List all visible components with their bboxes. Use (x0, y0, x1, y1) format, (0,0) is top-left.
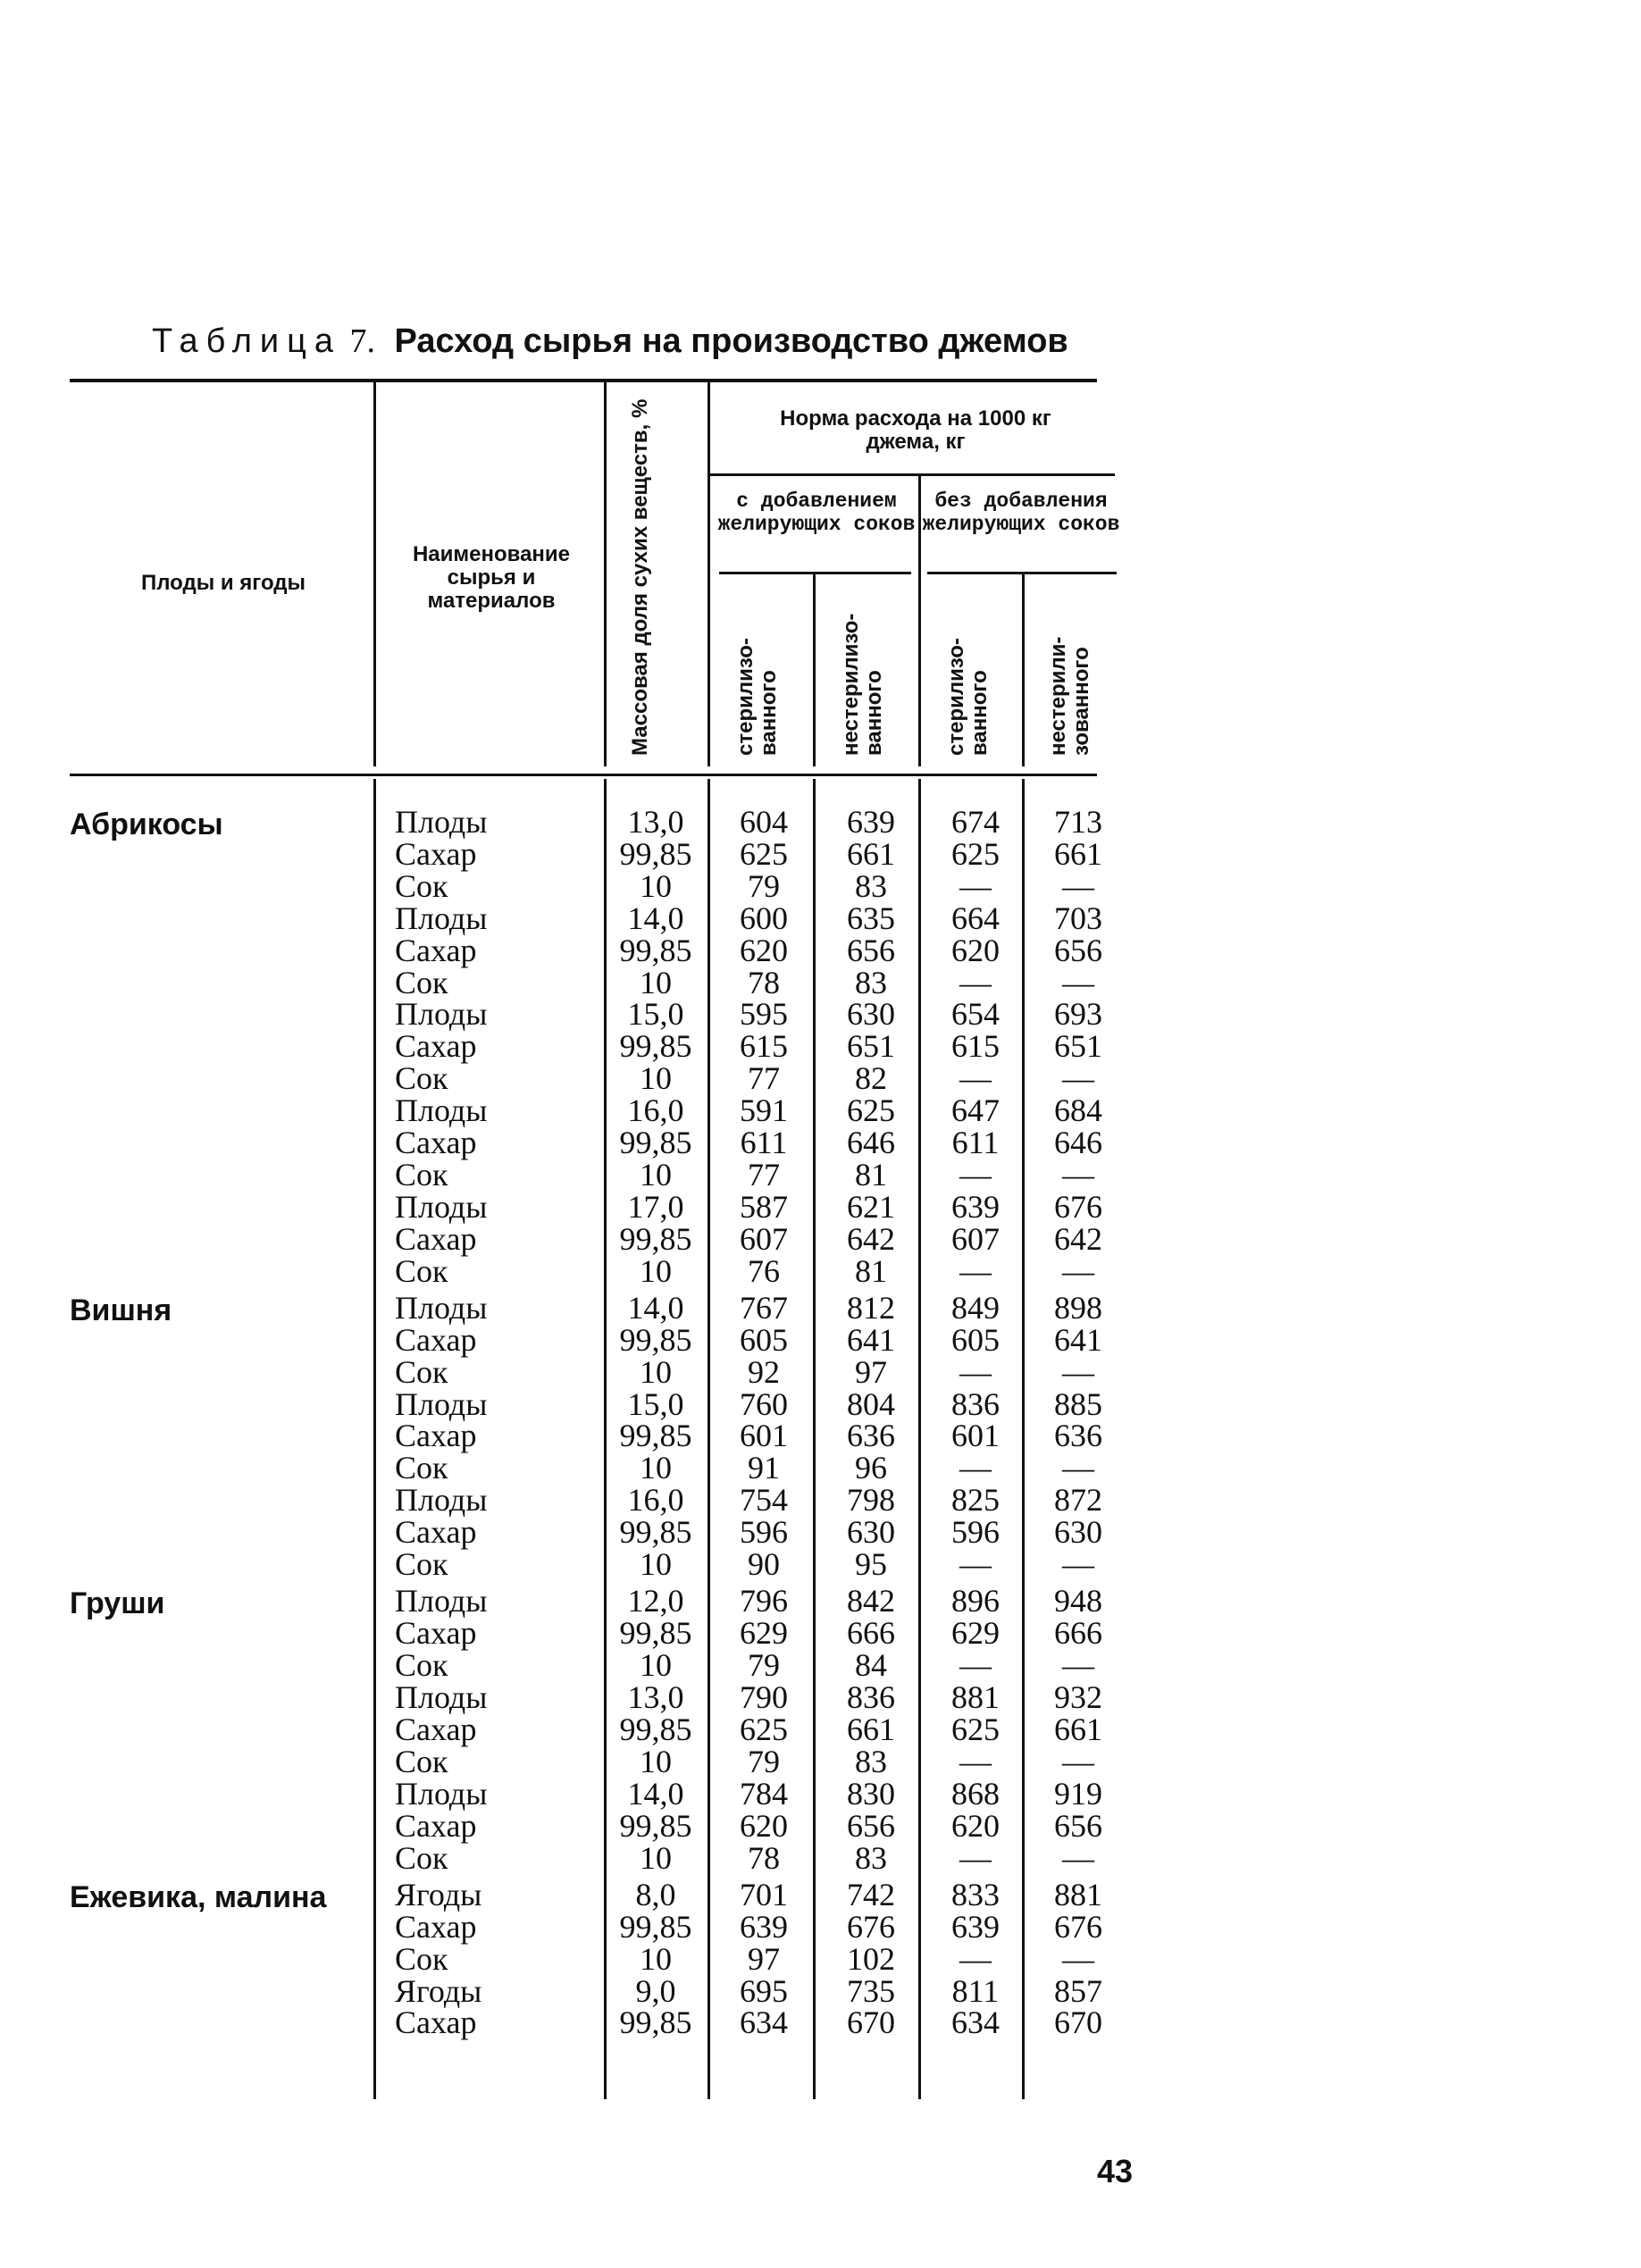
nonsterilized-without-juice-cell: — (1062, 1156, 1094, 1193)
nonsterilized-with-juice-cell: 735 (847, 1972, 895, 2009)
sterilized-without-juice-cell: 601 (951, 1418, 1000, 1454)
table-title (152, 322, 1068, 361)
nonsterilized-with-juice-cell: 646 (847, 1125, 895, 1160)
sterilized-with-juice-cell: 92 (748, 1353, 780, 1390)
sterilized-with-juice-cell: 796 (740, 1583, 788, 1619)
sterilized-with-juice-cell: 790 (740, 1679, 788, 1716)
nonsterilized-with-juice-cell: 96 (855, 1450, 887, 1486)
header-col-divider-6 (1022, 573, 1025, 766)
mass-fraction-cell: 99,85 (619, 1711, 692, 1747)
material-cell: Сок (395, 1940, 448, 1977)
sterilized-without-juice-cell: 615 (951, 1028, 1000, 1065)
top-rule (70, 379, 1097, 382)
sterilized-without-juice-cell: 639 (951, 1188, 1000, 1225)
material-cell: Сахар (395, 1908, 477, 1945)
nonsterilized-without-juice-cell: 898 (1054, 1289, 1102, 1326)
fruit-group-label: Вишня (70, 1293, 172, 1327)
sterilized-with-juice-cell: 79 (748, 1647, 780, 1684)
sterilized-with-juice-cell: 754 (740, 1482, 788, 1519)
material-cell: Сахар (395, 932, 477, 968)
nonsterilized-without-juice-cell: — (1062, 964, 1094, 1000)
nonsterilized-with-juice-cell: 102 (847, 1940, 895, 1977)
nonsterilized-without-juice-cell: 670 (1054, 2004, 1102, 2041)
mass-fraction-cell: 99,85 (619, 1125, 692, 1160)
sterilized-with-juice-cell: 767 (740, 1289, 788, 1326)
sterilized-without-juice-cell: — (959, 1743, 992, 1779)
nonsterilized-without-juice-cell: 932 (1054, 1679, 1102, 1716)
body-col-divider-1 (373, 779, 376, 2099)
sterilized-with-juice-cell: 76 (748, 1252, 780, 1289)
sterilized-without-juice-cell: 629 (951, 1615, 1000, 1652)
mass-fraction-cell: 99,85 (619, 1514, 692, 1551)
nonsterilized-without-juice-cell: — (1062, 867, 1094, 904)
sterilized-with-juice-cell: 695 (740, 1972, 788, 2009)
mass-fraction-cell: 16,0 (627, 1092, 684, 1129)
mass-fraction-cell: 10 (640, 1546, 672, 1583)
material-cell: Сахар (395, 2004, 477, 2041)
sterilized-without-juice-cell: 881 (951, 1679, 1000, 1716)
sterilized-without-juice-cell: 811 (951, 1972, 1000, 2009)
nonsterilized-without-juice-cell: — (1062, 1743, 1094, 1779)
nonsterilized-with-juice-cell: 812 (847, 1289, 895, 1326)
nonsterilized-with-juice-cell: 742 (847, 1876, 895, 1912)
material-cell: Сок (395, 964, 448, 1000)
header-sub-nonsterilized-2: нестерили- зованного (1046, 636, 1093, 756)
sterilized-without-juice-cell: 607 (951, 1220, 1000, 1257)
nonsterilized-with-juice-cell: 625 (847, 1092, 895, 1129)
nonsterilized-with-juice-cell: 842 (847, 1583, 895, 1619)
mass-fraction-cell: 10 (640, 867, 672, 904)
nonsterilized-with-juice-cell: 642 (847, 1220, 895, 1257)
material-cell: Сок (395, 1060, 448, 1097)
sterilized-with-juice-cell: 90 (748, 1546, 780, 1583)
sterilized-with-juice-cell: 77 (748, 1156, 780, 1193)
mass-fraction-cell: 10 (640, 1743, 672, 1779)
mass-fraction-cell: 99,85 (619, 2004, 692, 2041)
sterilized-without-juice-cell: — (959, 1647, 992, 1684)
sterilized-with-juice-cell: 79 (748, 867, 780, 904)
sterilized-without-juice-cell: 625 (951, 1711, 1000, 1747)
nonsterilized-with-juice-cell: 83 (855, 1743, 887, 1779)
nonsterilized-with-juice-cell: 656 (847, 1807, 895, 1844)
nonsterilized-with-juice-cell: 639 (847, 804, 895, 840)
header-col-divider-3 (707, 382, 710, 766)
nonsterilized-with-juice-cell: 81 (855, 1156, 887, 1193)
nonsterilized-without-juice-cell: 684 (1054, 1092, 1102, 1129)
sterilized-with-juice-cell: 601 (740, 1418, 788, 1454)
sterilized-without-juice-cell: 605 (951, 1321, 1000, 1358)
nonsterilized-with-juice-cell: 621 (847, 1188, 895, 1225)
sterilized-without-juice-cell: — (959, 1060, 992, 1097)
sterilized-with-juice-cell: 625 (740, 835, 788, 872)
sterilized-with-juice-cell: 600 (740, 900, 788, 936)
title-number: 7. (349, 322, 375, 360)
material-cell: Сок (395, 867, 448, 904)
mass-fraction-cell: 9,0 (635, 1972, 676, 2009)
material-cell: Сахар (395, 1220, 477, 1257)
mass-fraction-cell: 16,0 (627, 1482, 684, 1519)
nonsterilized-with-juice-cell: 661 (847, 1711, 895, 1747)
sterilized-without-juice-cell: — (959, 1450, 992, 1486)
mass-fraction-cell: 99,85 (619, 1908, 692, 1945)
nonsterilized-without-juice-cell: — (1062, 1450, 1094, 1486)
sterilized-with-juice-cell: 587 (740, 1188, 788, 1225)
header-col-divider-2 (604, 382, 607, 766)
nonsterilized-without-juice-cell: 641 (1054, 1321, 1102, 1358)
sterilized-with-juice-cell: 595 (740, 996, 788, 1033)
material-cell: Плоды (395, 900, 488, 936)
sterilized-with-juice-cell: 625 (740, 1711, 788, 1747)
fruit-group-label: Груши (70, 1586, 165, 1621)
page-number: 43 (1097, 2153, 1134, 2189)
nonsterilized-without-juice-cell: 676 (1054, 1188, 1102, 1225)
nonsterilized-without-juice-cell: 713 (1054, 804, 1102, 840)
material-cell: Сахар (395, 1321, 477, 1358)
nonsterilized-with-juice-cell: 804 (847, 1385, 895, 1422)
nonsterilized-without-juice-cell: 656 (1054, 1807, 1102, 1844)
sterilized-without-juice-cell: 849 (951, 1289, 1000, 1326)
material-cell: Сахар (395, 1615, 477, 1652)
nonsterilized-without-juice-cell: — (1062, 1252, 1094, 1289)
nonsterilized-with-juice-cell: 798 (847, 1482, 895, 1519)
nonsterilized-without-juice-cell: 676 (1054, 1908, 1102, 1945)
material-cell: Сахар (395, 1125, 477, 1160)
mass-fraction-cell: 10 (640, 1647, 672, 1684)
material-cell: Плоды (395, 1775, 488, 1812)
nonsterilized-with-juice-cell: 656 (847, 932, 895, 968)
nonsterilized-with-juice-cell: 676 (847, 1908, 895, 1945)
body-col-divider-3 (707, 779, 710, 2099)
title-label: Таблица (152, 322, 341, 360)
nonsterilized-with-juice-cell: 630 (847, 1514, 895, 1551)
material-cell: Ягоды (395, 1972, 482, 2009)
header-col-divider-4 (918, 473, 921, 766)
sterilized-with-juice-cell: 784 (740, 1775, 788, 1812)
sterilized-with-juice-cell: 607 (740, 1220, 788, 1257)
sterilized-without-juice-cell: 674 (951, 804, 1000, 840)
mass-fraction-cell: 99,85 (619, 1615, 692, 1652)
material-cell: Плоды (395, 996, 488, 1033)
material-cell: Ягоды (395, 1876, 482, 1912)
sterilized-with-juice-cell: 620 (740, 932, 788, 968)
material-cell: Сок (395, 1252, 448, 1289)
sterilized-without-juice-cell: 596 (951, 1514, 1000, 1551)
norm-underline (710, 473, 1115, 476)
mass-fraction-cell: 17,0 (627, 1188, 684, 1225)
nonsterilized-with-juice-cell: 97 (855, 1353, 887, 1390)
nonsterilized-with-juice-cell: 83 (855, 1839, 887, 1876)
nonsterilized-without-juice-cell: 630 (1054, 1514, 1102, 1551)
sterilized-with-juice-cell: 78 (748, 1839, 780, 1876)
material-cell: Сок (395, 1353, 448, 1390)
sterilized-with-juice-cell: 701 (740, 1876, 788, 1912)
header-mass-fraction: Массовая доля сухих веществ, % (628, 398, 652, 756)
material-cell: Плоды (395, 1679, 488, 1716)
material-cell: Сок (395, 1647, 448, 1684)
sterilized-with-juice-cell: 629 (740, 1615, 788, 1652)
material-cell: Плоды (395, 1385, 488, 1422)
nonsterilized-without-juice-cell: 661 (1054, 1711, 1102, 1747)
sterilized-with-juice-cell: 604 (740, 804, 788, 840)
mass-fraction-cell: 14,0 (627, 900, 684, 936)
nonsterilized-without-juice-cell: 636 (1054, 1418, 1102, 1454)
sterilized-with-juice-cell: 639 (740, 1908, 788, 1945)
mass-fraction-cell: 10 (640, 1450, 672, 1486)
sterilized-without-juice-cell: 620 (951, 932, 1000, 968)
header-fruit: Плоды и ягоды (140, 571, 306, 595)
mass-fraction-cell: 13,0 (627, 804, 684, 840)
material-cell: Плоды (395, 804, 488, 840)
mass-fraction-cell: 15,0 (627, 1385, 684, 1422)
nonsterilized-without-juice-cell: 661 (1054, 835, 1102, 872)
sterilized-with-juice-cell: 78 (748, 964, 780, 1000)
nonsterilized-without-juice-cell: 651 (1054, 1028, 1102, 1065)
sterilized-with-juice-cell: 596 (740, 1514, 788, 1551)
nonsterilized-without-juice-cell: — (1062, 1546, 1094, 1583)
nonsterilized-with-juice-cell: 83 (855, 867, 887, 904)
header-sub-sterilized-2: стерилизо- ванного (944, 638, 992, 756)
mass-fraction-cell: 14,0 (627, 1775, 684, 1812)
mass-fraction-cell: 99,85 (619, 835, 692, 872)
sterilized-without-juice-cell: 825 (951, 1482, 1000, 1519)
mass-fraction-cell: 99,85 (619, 1321, 692, 1358)
nonsterilized-with-juice-cell: 84 (855, 1647, 887, 1684)
nonsterilized-with-juice-cell: 82 (855, 1060, 887, 1097)
header-bottom-rule (70, 774, 1097, 776)
sterilized-with-juice-cell: 591 (740, 1092, 788, 1129)
mass-fraction-cell: 10 (640, 1156, 672, 1193)
mass-fraction-cell: 99,85 (619, 1807, 692, 1844)
nonsterilized-with-juice-cell: 666 (847, 1615, 895, 1652)
mass-fraction-cell: 10 (640, 1940, 672, 1977)
nonsterilized-with-juice-cell: 670 (847, 2004, 895, 2041)
mass-fraction-cell: 14,0 (627, 1289, 684, 1326)
mass-fraction-cell: 13,0 (627, 1679, 684, 1716)
header-sub-sterilized-1: стерилизо- ванного (733, 638, 781, 756)
sterilized-with-juice-cell: 91 (748, 1450, 780, 1486)
mass-fraction-cell: 15,0 (627, 996, 684, 1033)
nonsterilized-with-juice-cell: 635 (847, 900, 895, 936)
title-text: Расход сырья на производство джемов (394, 322, 1068, 360)
material-cell: Плоды (395, 1583, 488, 1619)
mass-fraction-cell: 99,85 (619, 1220, 692, 1257)
material-cell: Сок (395, 1743, 448, 1779)
sterilized-without-juice-cell: — (959, 867, 992, 904)
nonsterilized-with-juice-cell: 661 (847, 835, 895, 872)
nonsterilized-without-juice-cell: 642 (1054, 1220, 1102, 1257)
material-cell: Плоды (395, 1289, 488, 1326)
material-cell: Сахар (395, 1028, 477, 1065)
without-juice-underline (927, 572, 1117, 574)
sterilized-without-juice-cell: — (959, 964, 992, 1000)
sterilized-with-juice-cell: 634 (740, 2004, 788, 2041)
nonsterilized-without-juice-cell: — (1062, 1647, 1094, 1684)
mass-fraction-cell: 99,85 (619, 932, 692, 968)
header-col-divider-5 (813, 573, 816, 766)
sterilized-without-juice-cell: — (959, 1546, 992, 1583)
material-cell: Плоды (395, 1092, 488, 1129)
material-cell: Плоды (395, 1188, 488, 1225)
sterilized-without-juice-cell: — (959, 1839, 992, 1876)
sterilized-with-juice-cell: 77 (748, 1060, 780, 1097)
header-with-juice: с добавлением желирующих соков (717, 490, 916, 536)
nonsterilized-without-juice-cell: 646 (1054, 1125, 1102, 1160)
mass-fraction-cell: 99,85 (619, 1418, 692, 1454)
sterilized-without-juice-cell: 836 (951, 1385, 1000, 1422)
nonsterilized-without-juice-cell: 857 (1054, 1972, 1102, 2009)
sterilized-without-juice-cell: — (959, 1353, 992, 1390)
header-col-divider-1 (373, 382, 376, 766)
material-cell: Плоды (395, 1482, 488, 1519)
material-cell: Сок (395, 1839, 448, 1876)
mass-fraction-cell: 99,85 (619, 1028, 692, 1065)
nonsterilized-with-juice-cell: 830 (847, 1775, 895, 1812)
header-without-juice: без добавления желирующих соков (922, 490, 1120, 536)
nonsterilized-with-juice-cell: 81 (855, 1252, 887, 1289)
mass-fraction-cell: 10 (640, 1839, 672, 1876)
sterilized-with-juice-cell: 620 (740, 1807, 788, 1844)
header-norm: Норма расхода на 1000 кг джема, кг (780, 406, 1051, 454)
nonsterilized-without-juice-cell: 666 (1054, 1615, 1102, 1652)
nonsterilized-with-juice-cell: 836 (847, 1679, 895, 1716)
mass-fraction-cell: 10 (640, 964, 672, 1000)
sterilized-without-juice-cell: 647 (951, 1092, 1000, 1129)
header-material: Наименование сырья и материалов (412, 542, 571, 613)
sterilized-without-juice-cell: 868 (951, 1775, 1000, 1812)
material-cell: Сахар (395, 1711, 477, 1747)
material-cell: Сахар (395, 835, 477, 872)
sterilized-with-juice-cell: 611 (740, 1125, 788, 1160)
nonsterilized-with-juice-cell: 651 (847, 1028, 895, 1065)
nonsterilized-without-juice-cell: 693 (1054, 996, 1102, 1033)
nonsterilized-without-juice-cell: 656 (1054, 932, 1102, 968)
mass-fraction-cell: 10 (640, 1353, 672, 1390)
sterilized-without-juice-cell: 654 (951, 996, 1000, 1033)
nonsterilized-without-juice-cell: 948 (1054, 1583, 1102, 1619)
nonsterilized-with-juice-cell: 95 (855, 1546, 887, 1583)
mass-fraction-cell: 12,0 (627, 1583, 684, 1619)
sterilized-without-juice-cell: 833 (951, 1876, 1000, 1912)
nonsterilized-with-juice-cell: 630 (847, 996, 895, 1033)
material-cell: Сок (395, 1546, 448, 1583)
sterilized-with-juice-cell: 79 (748, 1743, 780, 1779)
material-cell: Сок (395, 1156, 448, 1193)
material-cell: Сок (395, 1450, 448, 1486)
header-sub-nonsterilized-1: нестерилизо- ванного (839, 613, 886, 756)
nonsterilized-with-juice-cell: 641 (847, 1321, 895, 1358)
nonsterilized-without-juice-cell: — (1062, 1839, 1094, 1876)
sterilized-without-juice-cell: 625 (951, 835, 1000, 872)
nonsterilized-without-juice-cell: — (1062, 1940, 1094, 1977)
sterilized-without-juice-cell: 634 (951, 2004, 1000, 2041)
sterilized-with-juice-cell: 615 (740, 1028, 788, 1065)
material-cell: Сахар (395, 1418, 477, 1454)
sterilized-with-juice-cell: 605 (740, 1321, 788, 1358)
material-cell: Сахар (395, 1514, 477, 1551)
sterilized-without-juice-cell: — (959, 1940, 992, 1977)
fruit-group-label: Абрикосы (70, 808, 223, 841)
sterilized-without-juice-cell: 639 (951, 1908, 1000, 1945)
nonsterilized-without-juice-cell: 919 (1054, 1775, 1102, 1812)
body-col-divider-4 (813, 779, 816, 2099)
sterilized-without-juice-cell: — (959, 1252, 992, 1289)
mass-fraction-cell: 10 (640, 1252, 672, 1289)
mass-fraction-cell: 10 (640, 1060, 672, 1097)
sterilized-without-juice-cell: 611 (951, 1125, 1000, 1160)
with-juice-underline (719, 572, 911, 574)
sterilized-without-juice-cell: 896 (951, 1583, 1000, 1619)
nonsterilized-without-juice-cell: — (1062, 1060, 1094, 1097)
sterilized-without-juice-cell: 664 (951, 900, 1000, 936)
nonsterilized-without-juice-cell: 703 (1054, 900, 1102, 936)
sterilized-without-juice-cell: 620 (951, 1807, 1000, 1844)
sterilized-without-juice-cell: — (959, 1156, 992, 1193)
mass-fraction-cell: 8,0 (635, 1876, 676, 1912)
nonsterilized-without-juice-cell: 881 (1054, 1876, 1102, 1912)
sterilized-with-juice-cell: 760 (740, 1385, 788, 1422)
nonsterilized-without-juice-cell: 872 (1054, 1482, 1102, 1519)
nonsterilized-with-juice-cell: 83 (855, 964, 887, 1000)
nonsterilized-without-juice-cell: 885 (1054, 1385, 1102, 1422)
fruit-group-label: Ежевика, малина (70, 1879, 327, 1914)
nonsterilized-without-juice-cell: — (1062, 1353, 1094, 1390)
material-cell: Сахар (395, 1807, 477, 1844)
sterilized-with-juice-cell: 97 (748, 1940, 780, 1977)
nonsterilized-with-juice-cell: 636 (847, 1418, 895, 1454)
